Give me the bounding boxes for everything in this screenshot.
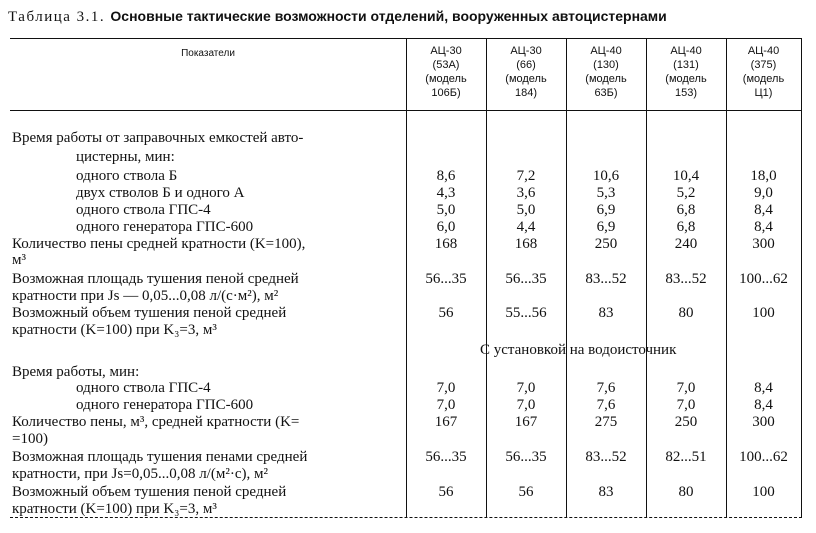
row-label: одного генератора ГПС-600 — [76, 219, 254, 235]
table-cell: 240 — [674, 236, 698, 252]
table-cell: 7,0 — [436, 397, 456, 413]
header-col-line: (модель — [425, 73, 467, 85]
header-col-4 — [646, 44, 726, 100]
table-cell: 56...35 — [425, 449, 467, 465]
table-cell: 5,2 — [676, 185, 696, 201]
row-label: Возможная площадь тушения пенами средней — [12, 449, 308, 465]
header-col-line: АЦ-40 — [747, 45, 780, 57]
row-label: цистерны, мин: — [76, 149, 175, 165]
table-cell: 7,6 — [596, 397, 616, 413]
section-title-water-source: С установкой на водоисточник — [480, 342, 677, 358]
header-col-1 — [406, 44, 486, 100]
table-cell: 250 — [594, 236, 618, 252]
table-cell: 168 — [434, 236, 458, 252]
table-cell: 6,9 — [596, 219, 616, 235]
table-cell: 56...35 — [505, 449, 547, 465]
table-cell: 83...52 — [585, 271, 627, 287]
table-cell: 250 — [674, 414, 698, 430]
header-col-line: (131) — [673, 59, 699, 71]
table-cell: 56...35 — [505, 271, 547, 287]
table-cell: 7,6 — [596, 380, 616, 396]
table-cell: 168 — [514, 236, 538, 252]
table-cell: 7,0 — [676, 397, 696, 413]
header-col-line: АЦ-40 — [590, 45, 622, 57]
row-label: кратности при Js — 0,05...0,08 л/(с·м²), м² — [12, 288, 279, 304]
header-col-line: 184) — [514, 87, 538, 99]
table-cell: 5,0 — [436, 202, 456, 218]
table-cell: 4,3 — [436, 185, 456, 201]
table-cell: 18,0 — [750, 168, 777, 184]
table-cell: 100...62 — [739, 449, 788, 465]
row-label: Возможная площадь тушения пеной средней — [12, 271, 299, 287]
header-col-2 — [486, 44, 566, 100]
table-cell: 8,6 — [436, 168, 456, 184]
row-label: кратности (K=100) при K₃=3, м³ — [12, 501, 217, 517]
row-label: Возможный объем тушения пеной средней — [12, 305, 287, 321]
table-cell: 300 — [752, 236, 775, 252]
table-cell: 7,2 — [516, 168, 536, 184]
table-cell: 82...51 — [665, 449, 707, 465]
table-cell: 55...56 — [505, 305, 547, 321]
table-cell: 6,8 — [676, 219, 696, 235]
table-cell: 8,4 — [754, 202, 773, 218]
table-cell: 56 — [518, 484, 534, 500]
table-cell: 275 — [594, 414, 618, 430]
table-cell: 100 — [752, 484, 775, 500]
table-cell: 83 — [598, 305, 614, 321]
table-cell: 6,8 — [676, 202, 696, 218]
header-col-line: (66) — [516, 59, 536, 71]
header-col-5 — [726, 44, 801, 100]
table-cell: 5,3 — [596, 185, 616, 201]
table-cell: 56...35 — [425, 271, 467, 287]
table-caption — [8, 8, 667, 26]
row-label: двух стволов Б и одного А — [76, 185, 245, 201]
table-cell: 167 — [514, 414, 538, 430]
table-cell: 6,9 — [596, 202, 616, 218]
row-label: Количество пены, м³, средней кратности (K= — [12, 414, 300, 430]
table-cell: 8,4 — [754, 219, 773, 235]
table-caption-label: Таблица 3.1. — [8, 9, 106, 25]
header-col-line: 63Б) — [594, 87, 618, 99]
table-cell: 56 — [438, 484, 454, 500]
table-cell: 300 — [752, 414, 775, 430]
table-cell: 83...52 — [585, 449, 627, 465]
header-col-line: (53А) — [432, 59, 460, 71]
row-label: Количество пены средней кратности (K=100), — [12, 236, 306, 252]
row-label: кратности (K=100) при K₃=3, м³ — [12, 322, 217, 338]
table-caption-title: Основные тактические возможности отделений, вооруженных автоцистернами — [110, 8, 667, 24]
header-col-line: 106Б) — [431, 87, 461, 99]
table-cell: 10,4 — [672, 168, 700, 184]
table-cell: 7,0 — [516, 380, 536, 396]
header-col-line: АЦ-40 — [670, 45, 702, 57]
table-cell: 167 — [434, 414, 458, 430]
table-cell: 56 — [438, 305, 454, 321]
row-label: одного ствола Б — [76, 168, 178, 184]
table-cell: 5,0 — [516, 202, 536, 218]
table-cell: 7,0 — [436, 380, 456, 396]
table-cell: 100...62 — [739, 271, 788, 287]
row-label: м³ — [12, 252, 26, 268]
row-label: одного генератора ГПС-600 — [76, 397, 254, 413]
table-cell: 7,0 — [676, 380, 696, 396]
row-label: одного ствола ГПС-4 — [76, 202, 211, 218]
header-col-line: (модель — [505, 73, 547, 85]
table-cell: 9,0 — [754, 185, 773, 201]
table-cell: 3,6 — [516, 185, 536, 201]
row-label: одного ствола ГПС-4 — [76, 380, 211, 396]
row-label: =100) — [12, 431, 48, 447]
header-col-3 — [566, 44, 646, 100]
header-col-line: АЦ-30 — [430, 45, 462, 57]
header-col-line: (модель — [585, 73, 627, 85]
header-col-line: (130) — [593, 59, 619, 71]
table-cell: 8,4 — [754, 380, 773, 396]
table-cell: 80 — [678, 305, 694, 321]
header-col-line: 153) — [674, 87, 698, 99]
table-cell: 7,0 — [516, 397, 536, 413]
row-label: кратности, при Js=0,05...0,08 л/(м²·с), м² — [12, 466, 268, 482]
table-cell: 100 — [752, 305, 775, 321]
row-label: Возможный объем тушения пеной средней — [12, 484, 287, 500]
table-cell: 6,0 — [436, 219, 456, 235]
header-col-line: АЦ-30 — [510, 45, 542, 57]
table-cell: 8,4 — [754, 397, 773, 413]
column-divider — [801, 38, 802, 518]
header-indicators: Показатели — [181, 48, 235, 59]
header-col-line: (375) — [750, 59, 777, 71]
table-cell: 83...52 — [665, 271, 707, 287]
data-table — [10, 38, 802, 518]
table-cell: 4,4 — [516, 219, 536, 235]
table-cell: 80 — [678, 484, 694, 500]
row-label: Время работы от заправочных емкостей авто- — [12, 130, 304, 146]
table-cell: 10,6 — [592, 168, 620, 184]
header-col-line: Ц1) — [754, 87, 773, 99]
header-col-line: (модель — [665, 73, 707, 85]
table-cell: 83 — [598, 484, 614, 500]
header-col-line: (модель — [742, 73, 785, 85]
row-label: Время работы, мин: — [12, 364, 140, 380]
